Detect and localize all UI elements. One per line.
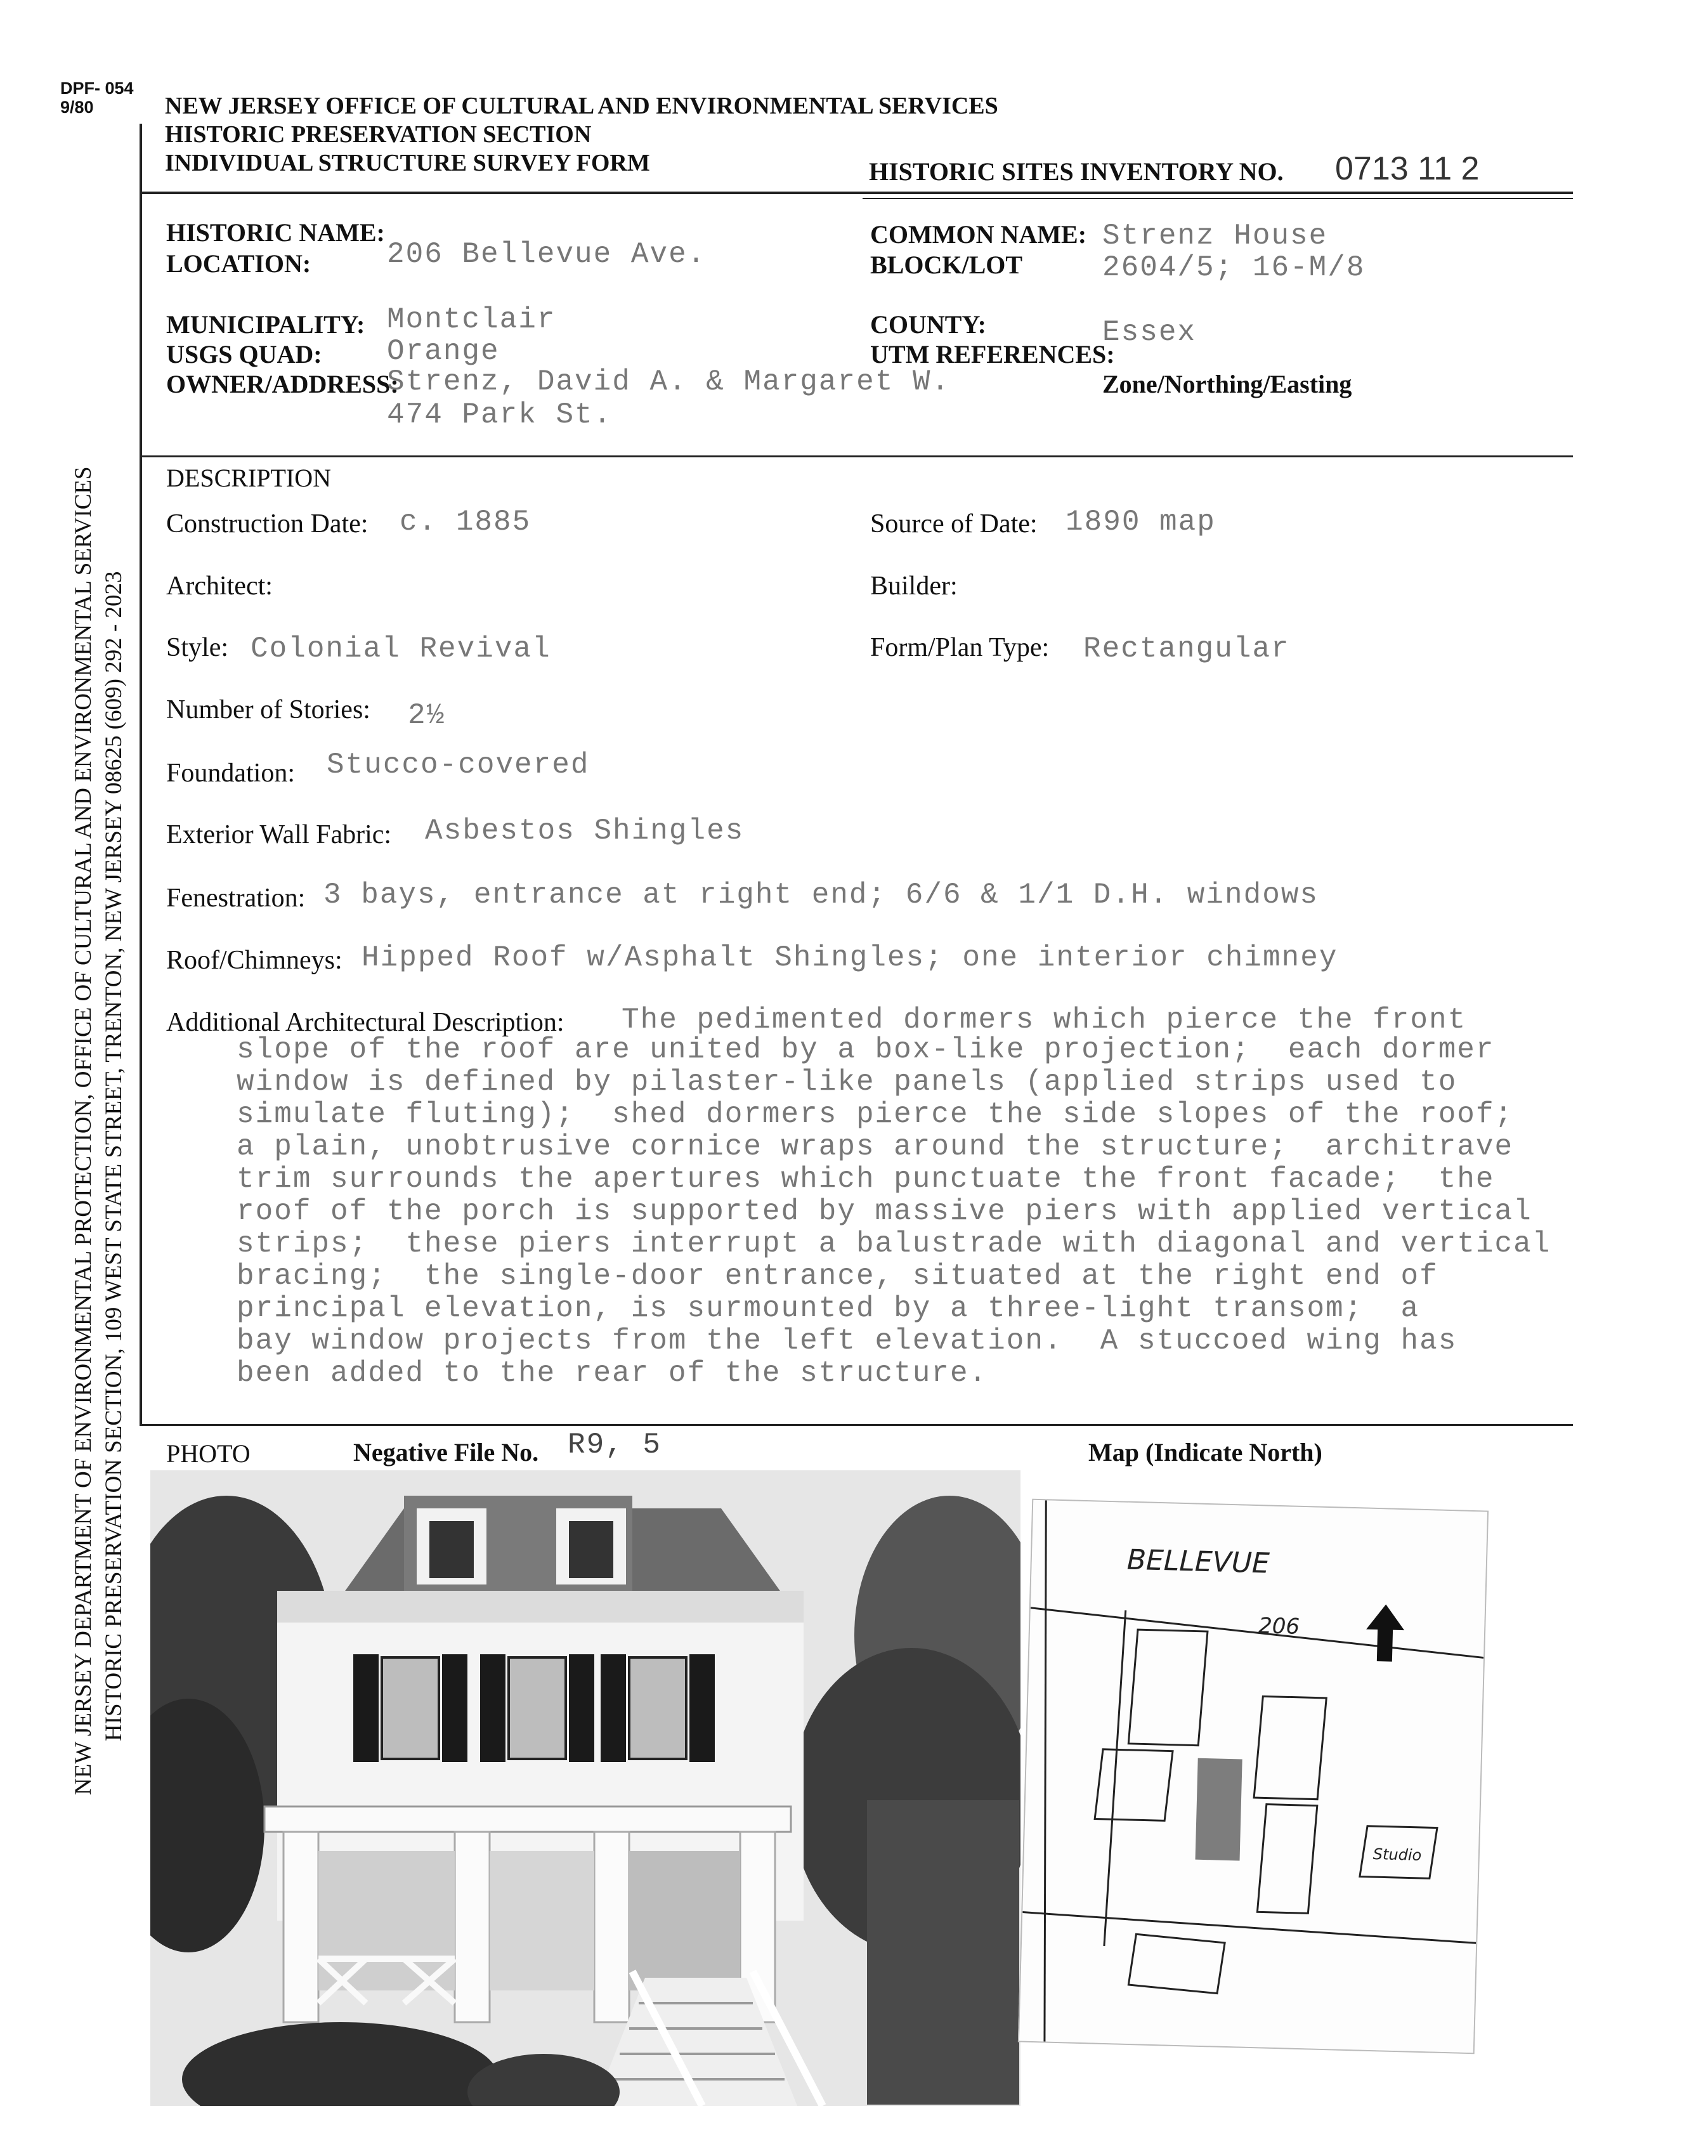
municipality-value: Montclair	[387, 303, 556, 336]
location-value: 206 Bellevue Ave.	[387, 238, 707, 271]
historic-name-label: HISTORIC NAME:	[166, 218, 385, 247]
construction-date-label: Construction Date:	[166, 509, 368, 539]
wall-fabric-label: Exterior Wall Fabric:	[166, 820, 392, 849]
block-lot-label: BLOCK/LOT	[870, 251, 1023, 279]
construction-date-value: c. 1885	[400, 506, 531, 539]
wall-fabric-value: Asbestos Shingles	[425, 814, 745, 847]
header-rule	[140, 192, 1573, 194]
municipality-label: MUNICIPALITY:	[166, 310, 365, 339]
form-plan-label: Form/Plan Type:	[870, 633, 1050, 662]
county-value: Essex	[1102, 316, 1197, 349]
form-plan-value: Rectangular	[1083, 632, 1290, 665]
header-rule-thin	[863, 198, 1573, 199]
additional-description-label: Additional Architectural Description:	[166, 1008, 564, 1037]
block-lot-value: 2604/5; 16-M/8	[1102, 251, 1366, 284]
common-name-label: COMMON NAME:	[870, 220, 1087, 249]
stories-label: Number of Stories:	[166, 695, 370, 724]
side-text-address: HISTORIC PRESERVATION SECTION, 109 WEST STATE STREET, TRENTON, NEW JERSEY 08625 (609) 292 - 2023	[101, 571, 127, 1741]
usgs-quad-value: Orange	[387, 335, 500, 368]
house-photo	[150, 1470, 1020, 2106]
map-address-label: 206	[1258, 1613, 1300, 1640]
zone-label: Zone/Northing/Easting	[1102, 370, 1352, 398]
location-label: LOCATION:	[166, 249, 311, 278]
fenestration-label: Fenestration:	[166, 884, 306, 913]
photo-section-rule	[140, 1424, 1573, 1426]
site-map	[1018, 1499, 1489, 2055]
owner-address-value: 474 Park St.	[387, 398, 613, 431]
description-rule	[140, 455, 1573, 457]
foundation-label: Foundation:	[166, 759, 296, 788]
house-photo-drawing	[150, 1470, 1020, 2106]
source-of-date-label: Source of Date:	[870, 509, 1038, 539]
header-section: HISTORIC PRESERVATION SECTION	[165, 121, 592, 148]
side-text-department: NEW JERSEY DEPARTMENT OF ENVIRONMENTAL PROTECTION, OFFICE OF CULTURAL AND ENVIRONMENTAL SERVICES	[70, 466, 96, 1795]
form-code: DPF- 054	[60, 79, 134, 98]
source-of-date-value: 1890 map	[1066, 506, 1216, 539]
negative-file-value: R9, 5	[568, 1428, 662, 1461]
builder-label: Builder:	[870, 572, 958, 601]
fenestration-value: 3 bays, entrance at right end; 6/6 & 1/1 D.H. windows	[323, 879, 1319, 911]
additional-description-body: slope of the roof are united by a box-like projection; each dormer window is defined by pilaster-like panels (applied strips used to simulate fluting); shed dormers pierce the side slopes of the roof; a plain, unobtrusive cornice wraps around the structure; architrave trim surrounds the apertures which punctuate the front facade; the roof of the porch is supported by massive piers with applied vertical strips; these piers interrupt a balustrade with diagonal and vertical bracing; the single-door entrance, situated at the right end of principal elevation, is surmounted by a three-light transom; a bay window projects from the left elevation. A stuccoed wing has been added to the rear of the structure.	[237, 1033, 1551, 1390]
owner-name-value: Strenz, David A. & Margaret W.	[387, 365, 951, 398]
inventory-label: HISTORIC SITES INVENTORY NO.	[869, 157, 1284, 186]
additional-description-first-line: The pedimented dormers which pierce the front	[622, 1003, 1467, 1036]
photo-label: PHOTO	[166, 1439, 251, 1468]
map-label: Map (Indicate North)	[1088, 1438, 1322, 1467]
foundation-value: Stucco-covered	[327, 748, 590, 781]
county-label: COUNTY:	[870, 310, 986, 339]
style-label: Style:	[166, 633, 229, 662]
form-revision: 9/80	[60, 98, 94, 117]
stories-value: 2½	[408, 699, 446, 732]
common-name-value: Strenz House	[1102, 219, 1328, 252]
left-margin-rule	[140, 124, 142, 1424]
style-value: Colonial Revival	[251, 632, 551, 665]
roof-label: Roof/Chimneys:	[166, 946, 342, 975]
usgs-quad-label: USGS QUAD:	[166, 340, 322, 369]
owner-label: OWNER/ADDRESS:	[166, 370, 399, 398]
map-studio-label: Studio	[1372, 1845, 1422, 1864]
description-section-label: DESCRIPTION	[166, 464, 332, 492]
utm-label: UTM REFERENCES:	[870, 340, 1115, 369]
negative-file-label: Negative File No.	[353, 1438, 539, 1467]
site-map-drawing	[1019, 1500, 1487, 2053]
roof-value: Hipped Roof w/Asphalt Shingles; one interior chimney	[362, 941, 1338, 974]
header-agency: NEW JERSEY OFFICE OF CULTURAL AND ENVIRONMENTAL SERVICES	[165, 93, 998, 119]
inventory-number: 0713 11 2	[1335, 150, 1480, 187]
map-street-label: BELLEVUE	[1126, 1543, 1270, 1580]
header-form-title: INDIVIDUAL STRUCTURE SURVEY FORM	[165, 150, 650, 176]
architect-label: Architect:	[166, 572, 273, 601]
